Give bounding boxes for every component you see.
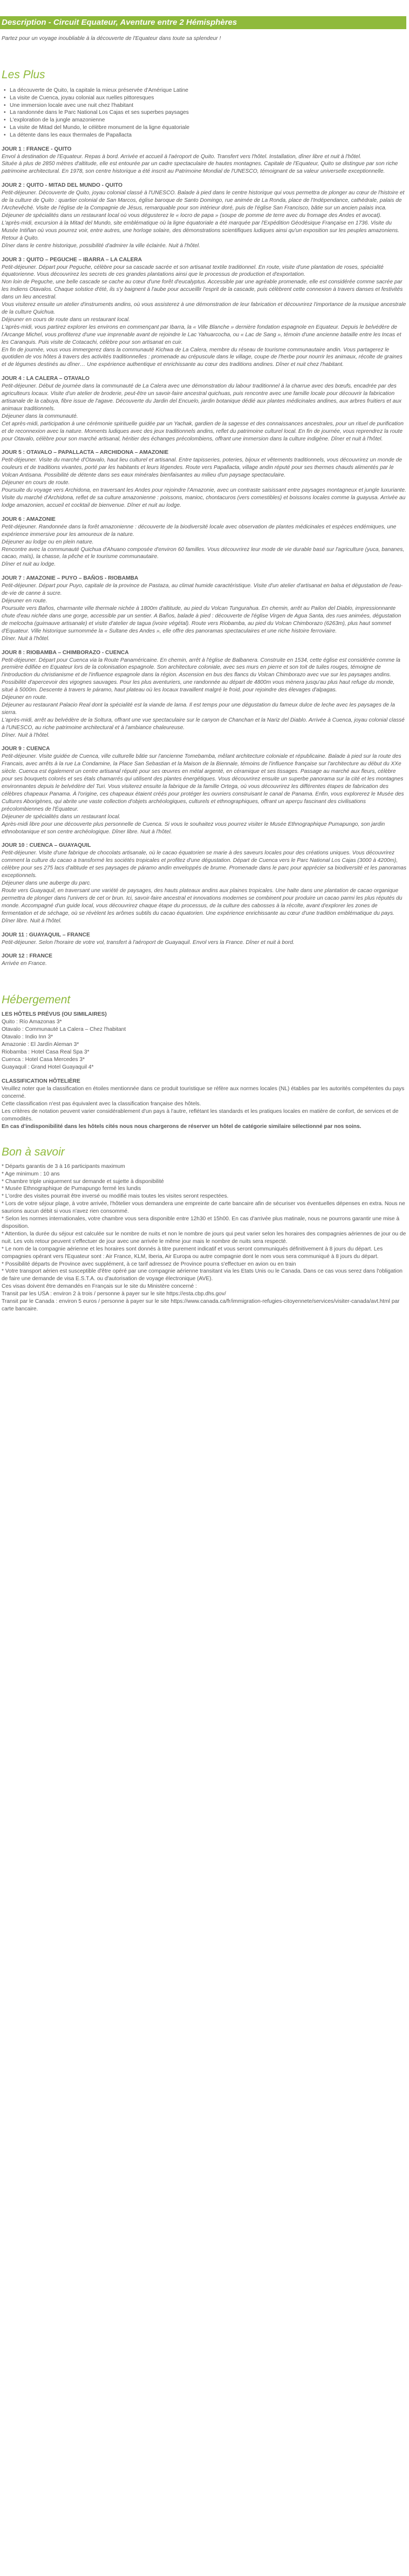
day-paragraph: Déjeuner en route. [2, 598, 47, 604]
day-paragraph: Poursuite vers Baños, charmante ville thermale nichée à 1800m d'altitude, au pied du Volcan Tungurahua. En chemin, arrêt au Pailon del Diablo, impressionnante chute d'eau nichée dans une gorge, accessible par un sentier. A Baños, balade à pied : découverte de l'église Virgen de Agua Santa, des rues animées, dégustation de melcocha (guimauve artisanale) et visite d'atelier de tagua (ivoire végétal). Route vers Riobamba, au pied du Volcan Chimborazo (6263m), plus haut sommet d'Equateur. Ville historique surnommée la « Sultane des Andes », elle offre des panoramas spectaculaires et une riche histoire ferroviaire. [2, 605, 401, 634]
day-paragraph: En fin de journée, vous vous immergerez dans la communauté Kichwa de La Calera, membre du réseau de tourisme communautaire andin. Vous partagerez le quotidien de vos hôtes à travers des activités traditionnelles : promenade au crépuscule dans le village, coupe de l'herbe pour nourrir les animaux, récolte de graines et de légumes destinés au dîner… Une expérience authentique et enrichissante au cœur des traditions andines. Dîner et nuit chez l'habitant. [2, 346, 403, 368]
day-paragraph: Rencontre avec la communauté Quichua d'Ahuano composée d'environ 60 familles. Vous découvrirez leur mode de vie durable basé sur l'agriculture (yuca, bananes, cacao, maïs), la chasse, la pêche et le tourisme communautaire. [2, 546, 405, 560]
day-paragraph: Petit-déjeuner. Visite d'une fabrique de chocolats artisanale, où le cacao équatorien se marie à des saveurs locales pour des créations uniques. Vous découvrirez comment la culture du cacao a transformé les sociétés tropicales et profitez d'une dégustation. Départ de Cuenca vers le Parc National Los Cajas (3000 à 4200m), célèbre pour ses 275 lacs d'altitude et ses paysages de páramo andin enveloppés de brume. Promenade dans le parc pour apprécier sa biodiversité et les panoramas exceptionnels. [2, 850, 407, 879]
day-paragraph: Petit-déjeuner. Randonnée dans la forêt amazonienne : découverte de la biodiversité locale avec observation de plantes médicinales et espèces endémiques, une expérience immersive pour les amoureux de la nature. [2, 524, 397, 538]
hotel-item: Quito : Río Amazonas 3* [2, 1019, 62, 1025]
bon-a-savoir-item: * Possibilité départs de Province avec supplément, à ce tarif adressez de Province pourra s'effectuer en avion ou en train [2, 1261, 296, 1267]
day-paragraph: Non loin de Peguche, une belle cascade se cache au cœur d'une forêt d'eucalyptus. Accessible par une agréable promenade, elle est considérée comme sacrée par les Indiens Otavalos. Chaque solstice d'été, ils s'y baignent à l'aube pour accueillir l'esprit de la cascade, puis célèbrent cette connexion à travers danses et festivités dans un lieu ancestral. [2, 279, 403, 301]
day-block [2, 575, 407, 642]
day-title: JOUR 1 : FRANCE - QUITO [2, 146, 72, 152]
bon-a-savoir-item: * Selon les normes internationales, votre chambre vous sera disponible entre 12h30 et 15h00. En cas d'arrivée plus matinale, nous ne pourrons garantir une mise à disposition. [2, 1216, 400, 1230]
intro-text: Partez pour un voyage inoubliable à la découverte de l'Equateur dans toute sa splendeur ! [2, 36, 221, 42]
les-plus-item: • La randonnée dans le Parc National Los Cajas et ses superbes paysages [10, 109, 407, 117]
les-plus-heading: Les Plus [2, 69, 45, 81]
day-paragraph: Arrivée en France. [2, 961, 47, 967]
les-plus-item: • La visite de Cuenca, joyau colonial aux ruelles pittoresques [10, 94, 407, 102]
day-paragraph: Déjeuner en cours de route dans un restaurant local. [2, 316, 130, 323]
day-block [2, 842, 407, 925]
day-paragraph: Dîner et nuit au lodge. [2, 561, 56, 568]
day-paragraph: Déjeuner dans la communauté. [2, 413, 78, 419]
day-paragraph: Poursuite du voyage vers Archidona, en traversant les Andes pour rejoindre l'Amazonie, avec un contraste saisissant entre paysages montagneux et jungle luxuriante. Visite du marché d'Archidona, reflet de sa culture amazonienne : poissons, manioc, chontacuros (vers comestibles) et boissons locales comme la guayusa. Arrivée au lodge amazonien, accueil et cocktail de bienvenue. Dîner et nuit au lodge. [2, 487, 406, 508]
bon-a-savoir-item: * Votre transport aérien est susceptible d'être opéré par une compagnie aérienne transitant via les Etats Unis ou le Canada. Dans ce cas vous serez dans l'obligation de faire une demande de visa E.S.T.A. ou d'autorisation de voyage électronique (AVE). [2, 1268, 403, 1282]
day-paragraph: Après-midi libre pour une découverte plus personnelle de Cuenca. Si vous le souhaitez vous pourrez visiter le Musée Ethnographique Pumapungo, son jardin ethnobotanique et son centre archéologique. Dîner libre. Nuit à l'hôtel. [2, 821, 385, 835]
bon-a-savoir-item: * Age minimum : 10 ans [2, 1171, 60, 1177]
day-paragraph: Petit-déjeuner. Départ pour Peguche, célèbre pour sa cascade sacrée et son artisanat textile traditionnel. En route, visite d'une plantation de roses, spécialité équatorienne. Vous découvrirez les secrets de ces grandes plantations ainsi que le processus de production et d'exportation. [2, 264, 384, 278]
day-paragraph: Petit-déjeuner. Départ pour Puyo, capitale de la province de Pastaza, au climat humide caractéristique. Visite d'un atelier d'artisanat en balsa et dégustation de l'eau-de-vie de canne à sucre. [2, 583, 403, 597]
day-block [2, 182, 407, 249]
day-block [2, 375, 407, 443]
page [0, 16, 409, 1313]
classification-paragraph: En cas d'indisponibilité dans les hôtels cités nous nous chargerons de réserver un hôtel de catégorie similaire sélectionné par nos soins. [2, 1123, 362, 1130]
day-paragraph: Envol à destination de l'Equateur. Repas à bord. Arrivée et accueil à l'aéroport de Quito. Transfert vers l'hôtel. Installation, dîner libre et nuit à l'hôtel. [2, 153, 362, 160]
day-block [2, 932, 407, 947]
day-block [2, 516, 407, 568]
day-paragraph: Déjeuner dans une auberge du parc. [2, 880, 91, 887]
bon-a-savoir-heading: Bon à savoir [2, 1145, 65, 1158]
hebergement-heading: Hébergement [2, 994, 71, 1007]
day-paragraph: Petit-déjeuner. Selon l'horaire de votre vol, transfert à l'aéroport de Guayaquil. Envol vers la France. Dîner et nuit à bord. [2, 939, 295, 946]
classification-text [2, 1085, 407, 1130]
day-title: JOUR 6 : AMAZONIE [2, 516, 56, 522]
day-title: JOUR 9 : CUENCA [2, 746, 50, 752]
day-paragraph: Déjeuner en route. [2, 695, 47, 701]
hotel-item: Otavalo : Communauté La Calera – Chez l'habitant [2, 1027, 126, 1033]
bon-a-savoir-item: * Lors de votre séjour plage, à votre arrivée, l'hôtelier vous demandera une empreinte de carte bancaire afin de sécuriser vos éventuelles dépenses en extra. Nous ne saurions aucun débit si vous n'avez rien consommé. [2, 1201, 405, 1215]
page-title: Description - Circuit Equateur, Aventure entre 2 Hémisphères [0, 16, 406, 29]
les-plus-item: • La visite de Mitad del Mundo, le célèbre monument de la ligne équatoriale [10, 124, 407, 132]
bon-a-savoir-list [2, 1163, 407, 1313]
day-paragraph: Petit-déjeuner. Départ pour Cuenca via la Route Panaméricaine. En chemin, arrêt à l'église de Balbanera. Construite en 1534, cette église est considérée comme la première édifiée en Equateur lors de la colonisation espagnole. Son architecture coloniale, avec ses murs en pierre et son toit de tuiles rouges, témoigne de l'introduction du christianisme et de l'influence espagnole dans la région. Ascension en bus des flancs du Volcan Chimborazo avec vue sur les paysages andins. Possibilité d'apercevoir des vigognes sauvages. Pour les plus aventuriers, une randonnée au départ de 4800m vous mènera jusqu'au plus haut refuge du monde, situé à 5000m. Descente à travers le páramo, haut plateau où les locaux travaillent malgré le froid, pour rejoindre des élevages d'alpagas. [2, 657, 400, 694]
day-block [2, 449, 407, 509]
bon-a-savoir-item: * L'ordre des visites pourrait être inversé ou modifié mais toutes les visites seront respectées. [2, 1193, 229, 1200]
day-paragraph: Déjeuner de spécialités dans un restaurant local où vous dégusterez le « locro de papa » (soupe de pomme de terre avec du fromage des Andes et avocat). [2, 213, 382, 219]
bon-a-savoir-item: * Chambre triple uniquement sur demande et sujette à disponibilité [2, 1178, 164, 1185]
bon-a-savoir-item: * Musée Ethnographique de Pumapungo fermé les lundis [2, 1186, 141, 1192]
circuit-section [2, 146, 407, 968]
day-block [2, 256, 407, 369]
les-plus-item: • L'exploration de la jungle amazonienne [10, 117, 407, 124]
les-plus-item: • La découverte de Quito, la capitale la mieux préservée d'Amérique Latine [10, 87, 407, 94]
day-block [2, 146, 407, 176]
day-paragraph: Vous visiterez ensuite un atelier d'instruments andins, où vous assisterez à une démonstration de leur fabrication et découvrirez l'importance de la musique ancestrale de la culture Quichua. [2, 302, 406, 315]
day-paragraph: Déjeuner en cours de route. [2, 480, 70, 486]
hotel-list [2, 1018, 407, 1071]
classification-title: CLASSIFICATION HÔTELIÈRE [2, 1078, 80, 1085]
day-paragraph: Dîner. Nuit à l'hôtel. [2, 732, 50, 738]
bon-a-savoir-item: Ces visas doivent être demandés en Français sur le site du Ministère concerné : [2, 1283, 197, 1290]
day-paragraph: Petit-déjeuner. Début de journée dans la communauté de La Calera avec une démonstration du labour traditionnel à la charrue avec des bœufs, encadrée par des agriculteurs locaux. Visite d'un atelier de broderie, peut-être un savoir-faire ancestral quichuas, puis rencontre avec une famille locale pour découvrir la fabrication artisanale de la cabuya, fibre issue de l'agave. Découverte du Jardin del Encuelo, jardin botanique dédié aux plantes médicinales andines, aux arbres fruitiers et aux animaux traditionnels. [2, 383, 401, 412]
hotel-item: Cuenca : Hotel Casa Mercedes 3* [2, 1057, 85, 1063]
hotel-item: Guayaquil : Grand Hotel Guayaquil 4* [2, 1064, 94, 1071]
hotels-title: LES HÔTELS PRÉVUS (OU SIMILAIRES) [2, 1011, 107, 1018]
day-title: JOUR 12 : FRANCE [2, 953, 52, 960]
day-paragraph: Dîner. Nuit à l'hôtel. [2, 635, 50, 642]
day-paragraph: L'après-midi, vous partirez explorer les environs en commençant par Ibarra, la « Ville Blanche » dernière fondation espagnole en Equateur. Depuis le belvédère de l'Arcange Michel, vous profiterez d'une vue imprenable avant de rejoindre le Lac Yahuarcocha, ou « Lac de Sang », témoin d'une ancienne bataille entre les Incas et les Caranquis. Puis visite de Cotacachi, célèbre pour son artisanat en cuir. [2, 324, 401, 345]
day-title: JOUR 11 : GUAYAQUIL – FRANCE [2, 932, 90, 938]
classification-paragraph: Les critères de notation peuvent varier considérablement d'un pays à l'autre, reflétant les standards et les pratiques locales en matière de confort, de services et de commodités. [2, 1109, 399, 1122]
day-paragraph: Petit-déjeuner. Visite du marché d'Otavalo, haut lieu culturel et artisanal. Entre tapisseries, poteries, bijoux et vêtements traditionnels, vous découvrirez un monde de couleurs et de traditions vivantes, porté par les habitants et leurs légendes. Route vers Papallacta, village andin réputé pour ses thermes chauds alimentés par le Volcan Antisana. Possibilité de détente dans ses eaux minérales bienfaisantes au milieu d'un paysage spectaculaire. [2, 457, 403, 479]
day-paragraph: Route vers Guayaquil, en traversant une variété de paysages, des hauts plateaux andins aux plaines tropicales. Une halte dans une plantation de cacao organique permettra de plonger dans l'univers de cet or brun. Ici, savoir-faire ancestral et innovations modernes se combinent pour produire un cacao parmi les plus réputés du monde. Accompagné d'un guide local, vous découvrirez chaque étape du processus, de la culture des cabosses à la récolte, avant d'explorer les zones de fermentation et de séchage, où se révèlent les arômes subtils du cacao équatorien. Une expérience enrichissante au cœur d'une tradition emblématique du pays. Dîner libre. Nuit à l'hôtel. [2, 887, 403, 924]
classification-paragraph: Veuillez noter que la classification en étoiles mentionnée dans ce produit touristique se réfère aux normes locales (NL) établies par les autorités compétentes du pays concerné. [2, 1086, 405, 1100]
hotels-block [2, 1011, 407, 1071]
day-title: JOUR 10 : CUENCA – GUAYAQUIL [2, 842, 91, 849]
day-block [2, 745, 407, 835]
les-plus-list [0, 87, 407, 139]
hotel-item: Otavalo : Indio Inn 3* [2, 1034, 53, 1041]
day-paragraph: Petit-déjeuner. Visite guidée de Cuenca, ville culturelle bâtie sur l'ancienne Tomebamba, mêlant architecture coloniale et républicaine. Balade à pied sur la route des Francais, avec arrêts à la rue La Condamine, la Place San Sebastian et la Maison de la Biennale, témoins de l'influence française sur l'architecture au début du XXe siècle. Cuenca est également un centre artisanal réputé pour ses œuvres en métal argenté, en céramique et ses tissages. Passage au marché aux fleurs, célèbre pour ses bouquets colorés et ses étals chamarrés qui utilisent des plantes énergétiques. Vous découvrirez ensuite un superbe panorama sur la cité et les montagnes environnantes depuis le belvédère del Turi. Vous visiterez ensuite la fabrique de la famille Ortega, où vous découvrirez les différentes étapes de fabrication des célèbres chapeaux Panama. À l'origine, ces chapeaux étaient créés pour protéger les ouvriers construisant le canal de Panama. Enfin, vous explorerez le Musée des Cultures Aborigènes, qui abrite une vaste collection d'objets archéologiques, culturels et ethnographiques, offrant un aperçu fascinant des civilisations précolombiennes de l'Équateur. [2, 753, 404, 812]
classification-block [2, 1078, 407, 1130]
day-title: JOUR 4 : LA CALERA – OTAVALO [2, 376, 90, 382]
day-paragraph: Déjeuner au lodge ou en plein nature. [2, 539, 94, 545]
hotel-item: Amazonie : El Jardín Aleman 3* [2, 1042, 79, 1048]
day-paragraph: Cet après-midi, participation à une cérémonie spirituelle guidée par un Yachak, gardien de la sagesse et des connaissances ancestrales, pour un rituel de purification et de reconnexion avec la nature. Moments ludiques avec des jeux traditionnels andins, reflet du patrimoine culturel local. En fin de journée, vous reprendrez la route pour Otavalo, célèbre pour son marché artisanal, héritier des échanges précolombiens, offrant une immersion dans la culture indigène. Dîner et nuit à l'hôtel. [2, 420, 404, 442]
days-container [2, 146, 407, 968]
les-plus-item: • Une immersion locale avec une nuit chez l'habitant [10, 102, 407, 110]
day-paragraph: Déjeuner au restaurant Palacio Real dont la spécialité est la viande de lama. Il est temps pour une dégustation du fameux dulce de leche avec les paysages de la sierra. [2, 702, 395, 716]
day-paragraph: Déjeuner de spécialités dans un restaurant local. [2, 813, 121, 820]
day-paragraph: Petit-déjeuner. Découverte de Quito, joyau colonial classé à l'UNESCO. Balade à pied dans le centre historique qui vous permettra de plonger au cœur de l'histoire et de la culture de Quito : quartier colonial de San Marcos, église baroque de Santo Domingo, rue animée de La Ronda, place de l'Indépendance, cathédrale, palais de l'Archevêché. Visite de l'église de la Compagnie de Jésus, remarquable pour son intérieur doré, puis de l'église San Francisco, bâtie sur un ancien palais inca. [2, 190, 405, 212]
hotel-item: Riobamba : Hotel Casa Real Spa 3* [2, 1049, 90, 1056]
day-block [2, 649, 407, 739]
day-title: JOUR 7 : AMAZONIE – PUYO – BAÑOS - RIOBAMBA [2, 575, 139, 582]
bon-a-savoir-item: Transit par le Canada : environ 5 euros / personne à payer sur le site https://www.canada.ca/fr/immigration-refugies-citoyennete/services/visiter-canada/avt.html par carte bancaire. [2, 1299, 400, 1312]
day-paragraph: Située à plus de 2850 mètres d'altitude, elle est entourée par un cadre spectaculaire de hautes montagnes. Capitale de l'Equateur, Quito se distingue par son riche patrimoine architectural. En 1978, son centre historique a été inscrit au Patrimoine Mondial de l'UNESCO, témoignant de sa valeur universelle exceptionnelle. [2, 161, 398, 175]
les-plus-item: • La détente dans les eaux thermales de Papallacta [10, 132, 407, 139]
day-paragraph: L'après-midi, arrêt au belvédère de la Soltura, offrant une vue spectaculaire sur le canyon de Chanchan et la Nariz del Diablo. Arrivée à Cuenca, joyau colonial classé à l'UNESCO, au riche patrimoine architectural et à l'ambiance chaleureuse. [2, 717, 405, 731]
day-block [2, 953, 407, 968]
day-title: JOUR 5 : OTAVALO – PAPALLACTA – ARCHIDONA – AMAZONIE [2, 450, 169, 456]
bon-a-savoir-item: * Attention, la durée du séjour est calculée sur le nombre de nuits et non le nombre de jours qui peut varier selon les horaires des compagnies aériennes de jour ou de nuit. Les vols retour peuvent s'effectuer de jour avec une arrivée le même jour mais le nombre de nuits sera respecté. [2, 1231, 406, 1245]
day-title: JOUR 8 : RIOBAMBA – CHIMBORAZO - CUENCA [2, 649, 129, 656]
bon-a-savoir-item: * Le nom de la compagnie aérienne et les horaires sont donnés à titre purement indicatif et vous seront communiqués définitivement à 8 jours du départ. Les compagnies opérant vers l'Equateur sont : Air France, KLM, Iberia, Air Europa ou autre compagnie dont le nom vous sera communiqué à 8 jours du départ. [2, 1246, 383, 1260]
day-title: JOUR 3 : QUITO – PEGUCHE – IBARRA – LA CALERA [2, 256, 142, 263]
day-paragraph: Dîner dans le centre historique, possibilité d'admirer la ville éclairée. Nuit à l'hôtel. [2, 242, 200, 249]
day-title: JOUR 2 : QUITO - MITAD DEL MUNDO - QUITO [2, 182, 122, 189]
classification-paragraph: Cette classification n'est pas équivalent avec la classification française des hôtels. [2, 1101, 201, 1107]
bon-a-savoir-item: Transit par les USA : environ 2 à trois / personne à payer sur le site https://esta.cbp.dhs.gov/ [2, 1291, 226, 1297]
bon-a-savoir-item: * Départs garantis de 3 à 16 participants maximum [2, 1163, 125, 1170]
day-paragraph: L'après-midi, excursion à la Mitad del Mundo, site emblématique où la ligne équatoriale a été marquée par l'Expédition Géodésique Française en 1736. Visite du Musée Intiñan où vous pourrez voir, entre autres, une horloge solaire, des démonstrations scientifiques ludiques ainsi qu'un exposition sur les peuples amazoniens. Retour à Quito. [2, 220, 400, 241]
